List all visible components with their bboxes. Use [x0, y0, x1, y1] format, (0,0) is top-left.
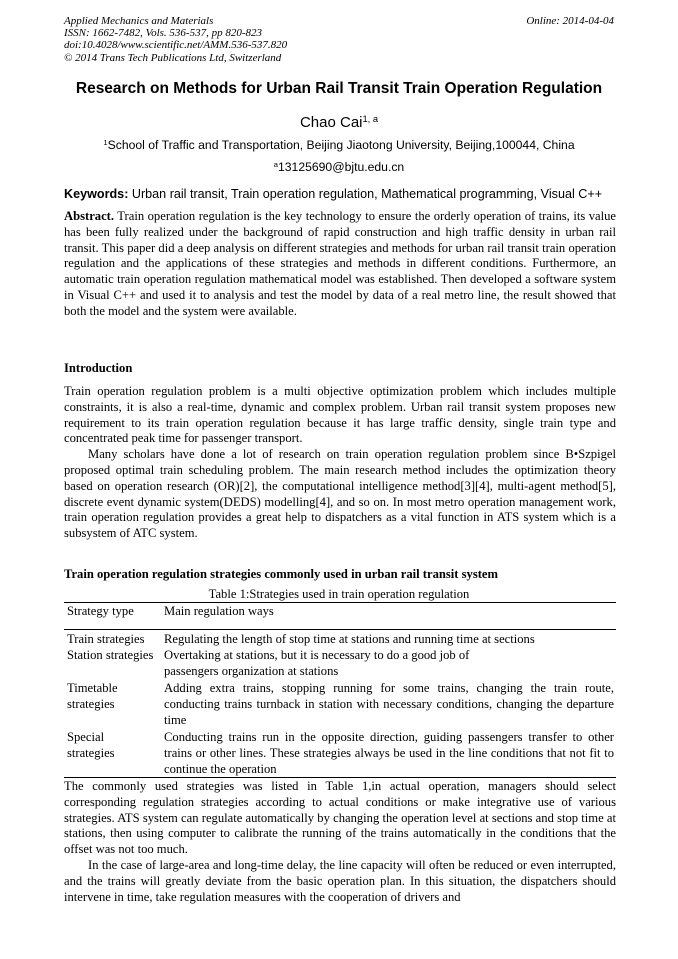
table-caption: Table 1:Strategies used in train operation regulation [208, 587, 470, 601]
issn-line: ISSN: 1662-7482, Vols. 536-537, pp 820-823 [64, 27, 262, 40]
section2-body [64, 779, 616, 905]
section2-paragraph-2: In the case of large-area and long-time delay, the line capacity will often be reduced or even interrupted, and the trains will greatly deviate from the basic operation plan. In this situation, the dispatchers should intervene in time, take regulation measures with the cooperation of drivers and [64, 857, 616, 904]
copyright-line: © 2014 Trans Tech Publications Ltd, Switzerland [64, 51, 282, 64]
email-line [0, 160, 678, 174]
table-row-2-ways: Overtaking at stations, but it is necessary to do a good job of passengers organization at stations [164, 648, 470, 678]
paper-title: Research on Methods for Urban Rail Transit Train Operation Regulation [75, 80, 603, 97]
table-header-rule [64, 629, 616, 630]
abstract [64, 209, 616, 320]
table-row-3-ways: Adding extra trains, stopping running for some trains, changing the train route, conducting trains turnback in station with necessary conditions, changing the departure time [164, 681, 614, 727]
author-superscript: 1, a [362, 113, 379, 124]
keywords [64, 187, 616, 201]
section2-paragraph-1: The commonly used strategies was listed in Table 1,in actual operation, managers should select corresponding regulation strategies according to actual conditions or make integrative use of various strategies. ATS system can regulate automatically by changing the operation level at sections and stop time at stations, then using computer to calibrate the running of the trains automatically in the conditions that the offset was not too much. [64, 779, 616, 857]
affiliation-text: School of Traffic and Transportation, Beijing Jiaotong University, Beijing,100044, China [107, 138, 575, 152]
abstract-text: Train operation regulation is the key technology to ensure the orderly operation of trains, its value has been fully realized under the background of rapid construction and high traffic density in urban rail transit. This paper did a deep analysis on different strategies and methods for urban rail transit train operation regulation and the applications of these strategies and methods in different conditions. Furthermore, an automatic train operation regulation mathematical model was established. Then developed a software system in Visual C++ and used it to analysis and test the model by data of a real metro line, the result showed that both the model and the system were available. [64, 209, 616, 318]
table-row-1-type: Train strategies [67, 632, 145, 646]
table-row-4-ways: Conducting trains run in the opposite direction, guiding passengers transfer to other trains or other lines. These strategies always be used in the line conditions that not fit to continue the operation [164, 730, 614, 776]
journal-name: Applied Mechanics and Materials [64, 15, 214, 27]
email-address: 13125690@bjtu.edu.cn [277, 160, 405, 174]
email-superscript: a [273, 159, 278, 169]
table-header-regulation-ways: Main regulation ways [164, 604, 274, 618]
table-row-4-type: Special strategies [67, 730, 115, 760]
table-bottom-rule [64, 777, 616, 778]
introduction-paragraph-1: Train operation regulation problem is a multi objective optimization problem which includes multiple constraints, it is also a real-time, dynamic and complex problem. Urban rail transit system proposes new requirement to its train operation regulation because it has large traffic density, single train type and concentrated peak time for passenger transport. [64, 384, 616, 446]
keywords-text: Urban rail transit, Train operation regulation, Mathematical programming, Visual C++ [131, 187, 603, 201]
author-line [0, 114, 678, 131]
doi-line: doi:10.4028/www.scientific.net/AMM.536-537.820 [64, 39, 288, 52]
table-header-strategy-type: Strategy type [67, 604, 134, 618]
introduction-paragraph-2: Many scholars have done a lot of research on train operation regulation problem since B•Szpigel proposed optimal train scheduling problem. The main research method includes the optimization theory based on operation research (OR)[2], the computational intelligence method[3][4], multi-agent method[5], discrete event dynamic system(DEDS) modelling[4], and so on. In most metro operation management work, train operation regulation provides a great help to dispatchers as a vital function in ATS system which is a subsystem of ATC system. [64, 447, 616, 541]
abstract-label: Abstract. [64, 209, 115, 223]
introduction-body [64, 384, 616, 542]
table-row-1-ways: Regulating the length of stop time at stations and running time at sections [164, 632, 535, 646]
journal-header [64, 15, 287, 64]
affiliation-superscript: 1 [103, 137, 108, 147]
table-row-3-type: Timetable strategies [67, 681, 118, 711]
online-date: Online: 2014-04-04 [526, 15, 614, 27]
introduction-heading: Introduction [64, 361, 133, 375]
author-name: Chao Cai [299, 114, 363, 131]
table-row-2-type: Station strategies [67, 648, 154, 662]
affiliation-line [0, 138, 678, 152]
section-heading-strategies: Train operation regulation strategies commonly used in urban rail transit system [64, 567, 499, 581]
keywords-label: Keywords: [64, 187, 129, 201]
